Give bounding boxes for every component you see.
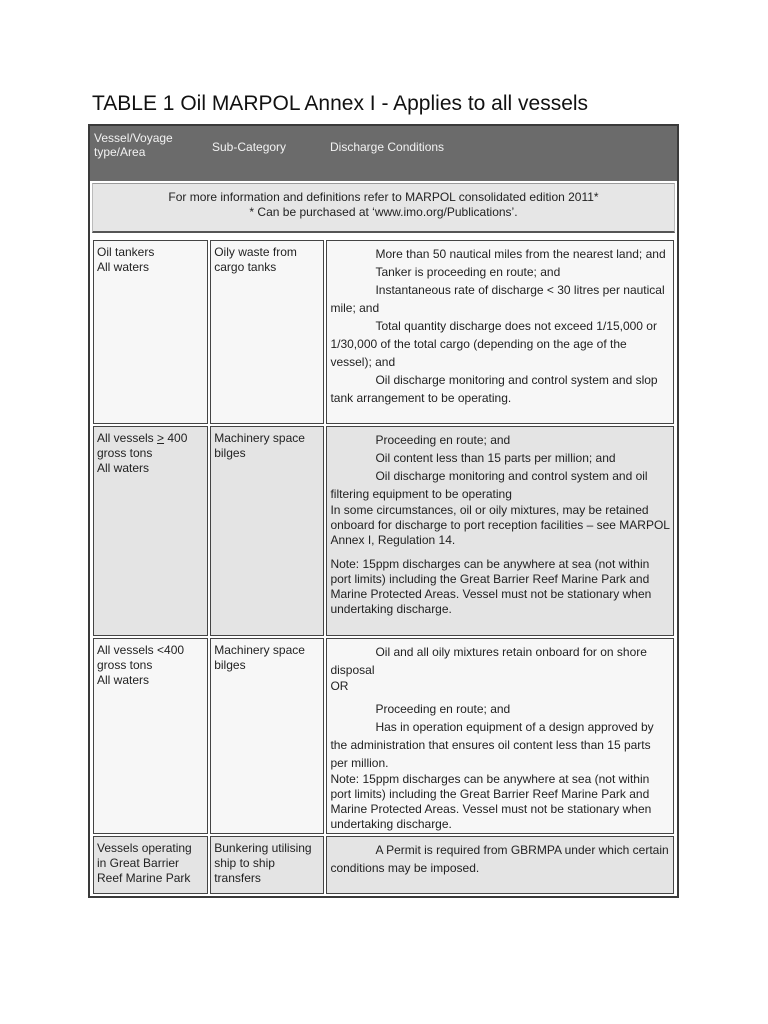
discharge-conditions-cell [326,836,674,894]
discharge-conditions-cell [326,426,674,636]
vessel-type: All vessels <400 gross tons [97,643,185,672]
header-sub-category: Sub-Category [212,140,287,154]
condition-line: A Permit is required from GBRMPA under which certain conditions may be imposed. [330,843,669,875]
condition-line: Oil and all oily mixtures retain onboard for on shore disposal [330,645,647,677]
info-note [92,183,675,233]
sub-category-cell [210,240,324,424]
table-header [90,126,677,181]
sub-category-cell [210,638,324,834]
vessel-type: Oil tankers [97,245,155,259]
vessel-type-cell [93,426,208,636]
sub-category: Bunkering utilising ship to ship transfers [214,841,312,885]
condition-line: Instantaneous rate of discharge < 30 litres per nautical mile; and [330,283,665,315]
condition-paragraph: In some circumstances, oil or oily mixtures, may be retained onboard for discharge to port reception facilities – see MARPOL Annex I, Regulation 14. [330,503,670,547]
sub-category: Machinery space bilges [214,643,305,672]
vessel-type: Vessels operating in Great Barrier Reef Marine Park [97,841,192,885]
vessel-type-cell [93,240,208,424]
header-discharge-conditions: Discharge Conditions [330,140,445,154]
area: All waters [97,260,150,274]
discharge-conditions-cell [326,638,674,834]
condition-line: Proceeding en route; and [375,702,511,716]
condition-line: Oil content less than 15 parts per million; and [375,451,616,465]
vessel-type-cell [93,836,208,894]
condition-line: Total quantity discharge does not exceed 1/15,000 or 1/30,000 of the total cargo (depending on the age of the vessel); and [330,319,657,369]
condition-line: Tanker is proceeding en route; and [375,265,561,279]
table-row [92,835,675,895]
table-row [92,239,675,425]
sub-category-cell [210,426,324,636]
page-title: TABLE 1 Oil MARPOL Annex I - Applies to all vessels [92,92,589,115]
header-vessel-type: Vessel/Voyage type/Area [94,131,173,159]
vessel-type: All vessels > 400 gross tons [97,431,188,460]
condition-note: Note: 15ppm discharges can be anywhere at sea (not within port limits) including the Great Barrier Reef Marine Park and Marine Protected Areas. Vessel must not be stationary when undertaking discharge. [330,557,652,616]
condition-line: Oil discharge monitoring and control system and slop tank arrangement to be operating. [330,373,658,405]
table-row [92,425,675,637]
condition-line: More than 50 nautical miles from the nearest land; and [375,247,666,261]
condition-line: Oil discharge monitoring and control system and oil filtering equipment to be operating [330,469,648,501]
condition-line: Has in operation equipment of a design approved by the administration that ensures oil content less than 15 parts per million. [330,720,654,770]
info-note-line-1: For more information and definitions refer to MARPOL consolidated edition 2011* [168,190,599,204]
area: All waters [97,461,150,475]
discharge-conditions-cell [326,240,674,424]
sub-category: Oily waste from cargo tanks [214,245,297,274]
condition-line: Proceeding en route; and [375,433,511,447]
area: All waters [97,673,150,687]
marpol-table [88,124,679,898]
info-note-line-2: * Can be purchased at ‘www.imo.org/Publications’. [249,205,518,219]
table-row [92,637,675,835]
vessel-type-cell [93,638,208,834]
or-label: OR [330,679,349,693]
sub-category: Machinery space bilges [214,431,305,460]
condition-note: Note: 15ppm discharges can be anywhere at sea (not within port limits) including the Great Barrier Reef Marine Park and Marine Protected Areas. Vessel must not be stationary when undertaking discharge. [330,772,652,831]
sub-category-cell [210,836,324,894]
